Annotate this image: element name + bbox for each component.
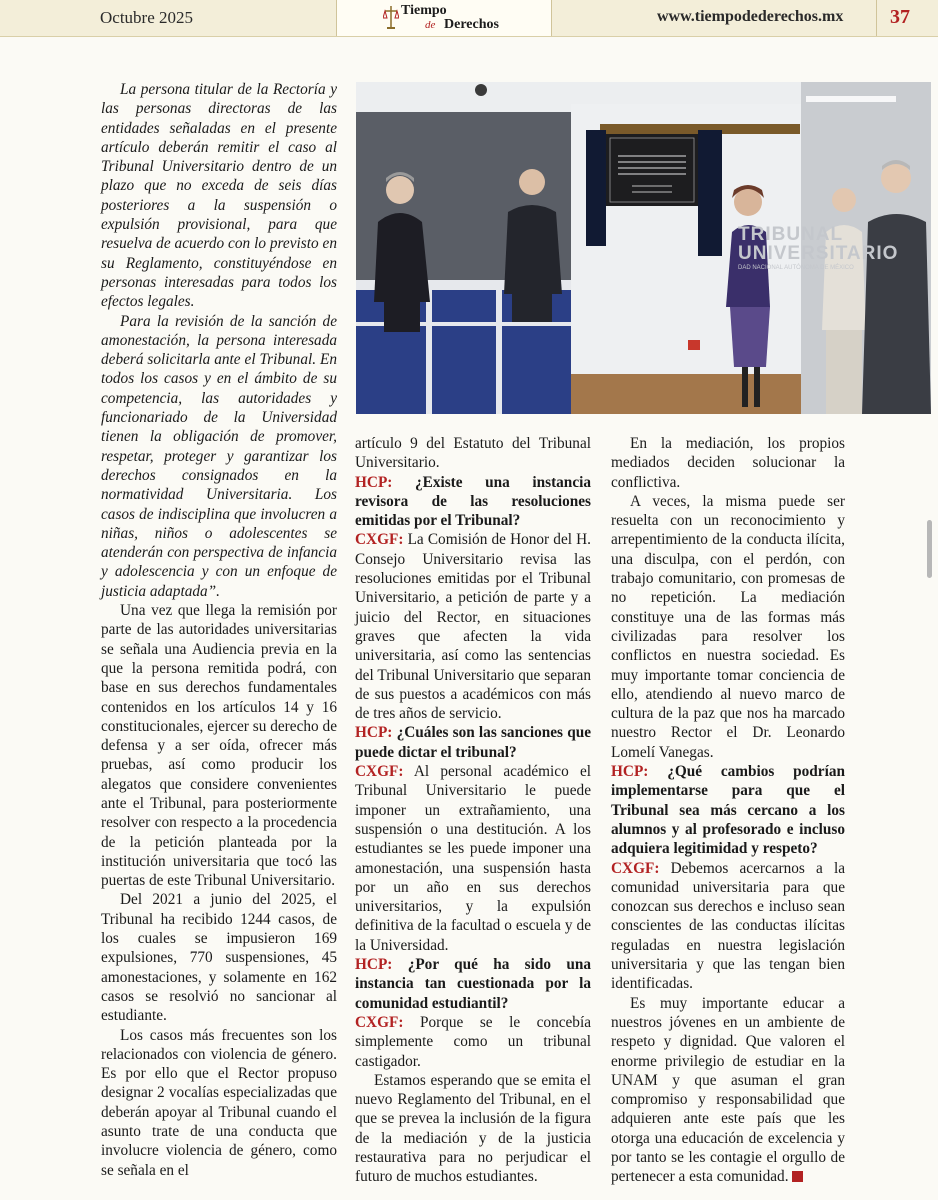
tribunal-sign-subtitle: DAD NACIONAL AUTÓNOMA DE MÉXICO	[738, 265, 854, 271]
article-column-1	[101, 80, 337, 1180]
answer-text: Porque se le concebía simplemente como un tribunal castigador.	[355, 1013, 591, 1070]
logo-word-de: de	[425, 19, 436, 31]
closing-text: Es muy importante educar a nuestros jóvenes en un ambiente de respeto y dignidad. Que valoren el enorme privilegio de estudiar en la UNAM y que asuman el gran compromiso y responsabilidad que adquieren ante este país que les otorga una educación de excelencia y por tanto se les contagie el orgullo de pertenecer a esta comunidad.	[611, 994, 845, 1186]
end-of-article-icon	[792, 1171, 803, 1182]
interviewee-label: CXGF:	[611, 859, 660, 877]
interviewee-label: CXGF:	[355, 1013, 404, 1031]
paragraph: Una vez que llega la remisión por parte de las autoridades universitarias se señala una Audiencia previa en la que la persona remitida podrá, con base en sus derechos fundamentales contenidos en los artículos 14 y 16 constitucionales, ejercer su derecho de defensa y a ser oída, ofrecer más pruebas, así como producir los alegatos que considere convenientes ante el Tribunal, para posteriormente resolver con respecto a la procedencia de la petición planteada por la institución universitaria que tocó las puertas de este Tribunal Universitario.	[101, 602, 337, 890]
article-column-3	[611, 434, 845, 1187]
page-header	[0, 0, 938, 37]
article-column-2	[355, 434, 591, 1187]
page-number: 37	[890, 6, 910, 28]
sign-line-2: UNIVERSITARIO	[738, 243, 899, 264]
interview-answer	[355, 762, 591, 955]
website-url[interactable]: www.tiempodederechos.mx	[657, 8, 844, 25]
unveiling-ceremony-photo	[356, 82, 931, 414]
interview-answer	[355, 530, 591, 723]
tribunal-sign	[738, 225, 898, 263]
question-text: ¿Existe una instancia revisora de las resoluciones emitidas por el Tribunal?	[355, 473, 592, 530]
issue-date: Octubre 2025	[100, 8, 194, 27]
interviewee-label: CXGF:	[355, 763, 404, 781]
answer-text: Debemos acercarnos a la comunidad universitaria para que conozcan sus derechos e incluso sean conscientes de las conductas ilícitas reguladas en nuestra legislación universitaria y que las tengan bien identificadas.	[611, 859, 845, 993]
paragraph-continued: artículo 9 del Estatuto del Tribunal Universitario.	[355, 435, 591, 472]
logo-word-tiempo: Tiempo	[401, 3, 447, 18]
sign-line-1: TRIBUNAL	[738, 224, 844, 245]
logo-word-derechos: Derechos	[444, 17, 499, 32]
interviewer-label: HCP:	[355, 473, 393, 491]
paragraph: Del 2021 a junio del 2025, el Tribunal ha recibido 1244 casos, de los cuales se impusieron 169 expulsiones, 770 suspensiones, 45 amonestaciones, y solamente en 162 casos se resolvió no sancionar al estudiante.	[101, 891, 337, 1025]
question-text: ¿Cuáles son las sanciones que puede dictar el tribunal?	[355, 724, 592, 761]
closing-paragraph	[611, 994, 845, 1187]
interview-question	[355, 955, 591, 1013]
interviewer-label: HCP:	[355, 956, 393, 974]
interview-question	[355, 723, 591, 762]
interview-question	[355, 473, 591, 531]
page-number-divider	[876, 0, 877, 36]
paragraph: Estamos esperando que se emita el nuevo Reglamento del Tribunal, en el que se prevea la inclusión de la figura de la mediación y de la justicia restaurativa para no perjudicar el futuro de muchos estudiantes.	[355, 1071, 591, 1186]
quoted-paragraph-1: La persona titular de la Rectoría y las personas directoras de las entidades señaladas en el presente artículo deberán remitir el caso al Tribunal Universitario dentro de un plazo que no exceda de seis días posteriores a la suspensión o expulsión provisional, para que resuelva de acuerdo con lo previsto en su Reglamento, constituyéndose en personas interesadas para todos los efectos legales.	[101, 81, 337, 311]
answer-text: Al personal académico el Tribunal Universitario le puede imponer un extrañamiento, una suspensión o una destitución. A los estudiantes se les puede imponer una amonestación, una suspensión hasta por un año en sus derechos universitarios, y la expulsión definitiva de la facultad o escuela y de la Universidad.	[355, 763, 591, 954]
interviewer-label: HCP:	[611, 763, 649, 781]
scales-of-justice-icon	[383, 4, 399, 30]
publication-logo[interactable]	[336, 0, 552, 36]
answer-text: La Comisión de Honor del H. Consejo Universitario revisa las resoluciones emitidas por el Tribunal Universitario, a petición de parte y a juicio del Rector, en situaciones graves que afecten la vida universitaria, así como las sentencias del Tribunal Universitario que separan de sus puestos a académicos con más de tres años de servicio.	[355, 531, 591, 723]
interview-answer	[355, 1013, 591, 1071]
interview-question	[611, 762, 845, 858]
interview-answer	[611, 859, 845, 994]
interviewer-label: HCP:	[355, 724, 393, 742]
paragraph: A veces, la misma puede ser resuelta con un reconocimiento y arrepentimiento de la conducta ilícita, una disculpa, con el perdón, con trabajo comunitario, con promesas de no repetición. La mediación constituye una de las formas más civilizadas para resolver los conflictos en nuestra sociedad. Es muy importante tomar conciencia de ello, atendiendo al nuevo marco de cultura de la paz que nos ha marcado nuestro Rector el Dr. Leonardo Lomelí Vanegas.	[611, 492, 845, 761]
scrollbar-thumb[interactable]	[927, 520, 932, 578]
question-text: ¿Qué cambios podrían implementarse para que el Tribunal sea más cercano a los alumnos y al profesorado e incluso adquiera legitimidad y respeto?	[611, 763, 846, 858]
paragraph: Los casos más frecuentes son los relacionados con violencia de género. Es por ello que el Rector propuso designar 2 vocalías especializadas que deberán apoyar al Tribunal cuando el asunto trate de una conducta que involucre violencia de género, como se señala en el	[101, 1026, 337, 1179]
interviewee-label: CXGF:	[355, 531, 404, 549]
quoted-paragraph-2: Para la revisión de la sanción de amonestación, la persona interesada deberá solicitarla ante el Tribunal. En todos los casos y en el ámbito de su competencia, las autoridades y funcionariado de la Universidad tienen la obligación de promover, respetar, proteger y garantizar los derechos consignados en la normatividad Universitaria. Los casos de indisciplina que involucren a niñas, niños o adolescentes se atenderán con perspectiva de infancia y adolescencia y con un enfoque de justicia adaptada”.	[101, 312, 337, 600]
question-text: ¿Por qué ha sido una instancia tan cuestionada por la comunidad estudiantil?	[355, 956, 591, 1012]
paragraph: En la mediación, los propios mediados deciden solucionar la conflictiva.	[611, 435, 845, 491]
